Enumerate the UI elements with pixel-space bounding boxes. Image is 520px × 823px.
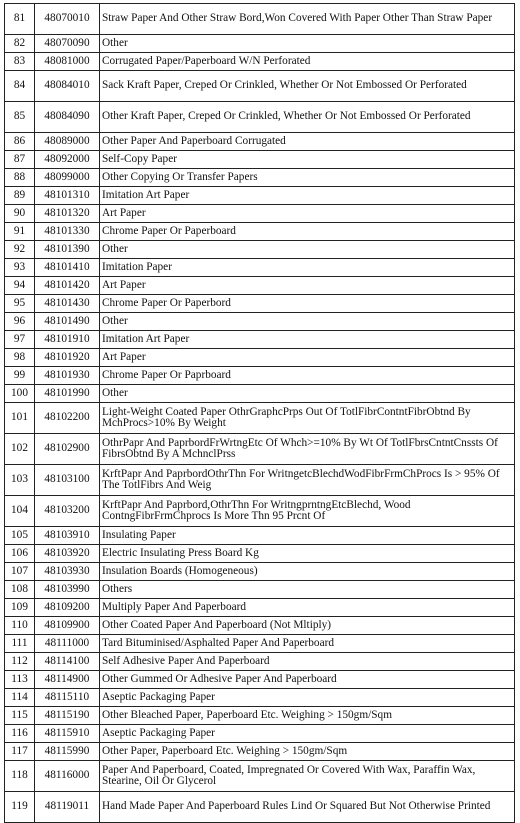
- description-cell: Other Copying Or Transfer Papers: [100, 169, 515, 187]
- table-row: [5, 385, 515, 403]
- hs-code-cell: 48115990: [35, 743, 100, 761]
- table-row: [5, 761, 515, 792]
- table-row: [5, 671, 515, 689]
- description-cell: Art Paper: [100, 349, 515, 367]
- hs-code-cell: 48101310: [35, 187, 100, 205]
- row-number-cell: 95: [5, 295, 35, 313]
- hs-code-cell: 48119011: [35, 792, 100, 823]
- table-row: [5, 169, 515, 187]
- description-cell: Light-Weight Coated Paper OthrGraphcPrps Out Of TotlFibrContntFibrObtnd By MchProcs>10% By Weight: [100, 403, 515, 434]
- description-cell: OthrPapr And PaprbordFrWrtngEtc Of Whch>=10% By Wt Of TotlFbrsCntntCnssts Of FibrsObtnd By A MchnclPrss: [100, 434, 515, 465]
- row-number-cell: 96: [5, 313, 35, 331]
- row-number-cell: 93: [5, 259, 35, 277]
- hs-code-cell: 48103200: [35, 496, 100, 527]
- hs-code-cell: 48102200: [35, 403, 100, 434]
- row-number-cell: 114: [5, 689, 35, 707]
- row-number-cell: 107: [5, 563, 35, 581]
- tariff-table: [4, 3, 515, 823]
- table-row: [5, 187, 515, 205]
- row-number-cell: 106: [5, 545, 35, 563]
- row-number-cell: 118: [5, 761, 35, 792]
- row-number-cell: 117: [5, 743, 35, 761]
- description-cell: Art Paper: [100, 277, 515, 295]
- table-row: [5, 223, 515, 241]
- hs-code-cell: 48070010: [35, 4, 100, 35]
- row-number-cell: 119: [5, 792, 35, 823]
- description-cell: Multiply Paper And Paperboard: [100, 599, 515, 617]
- table-row: [5, 133, 515, 151]
- row-number-cell: 84: [5, 71, 35, 102]
- table-row: [5, 241, 515, 259]
- table-row: [5, 313, 515, 331]
- table-row: [5, 102, 515, 133]
- row-number-cell: 113: [5, 671, 35, 689]
- table-row: [5, 35, 515, 53]
- hs-code-cell: 48101330: [35, 223, 100, 241]
- table-row: [5, 295, 515, 313]
- hs-code-cell: 48101420: [35, 277, 100, 295]
- hs-code-cell: 48102900: [35, 434, 100, 465]
- table-row: [5, 434, 515, 465]
- hs-code-cell: 48101390: [35, 241, 100, 259]
- table-row: [5, 349, 515, 367]
- table-row: [5, 653, 515, 671]
- hs-code-cell: 48084090: [35, 102, 100, 133]
- row-number-cell: 104: [5, 496, 35, 527]
- description-cell: Others: [100, 581, 515, 599]
- row-number-cell: 89: [5, 187, 35, 205]
- hs-code-cell: 48114900: [35, 671, 100, 689]
- row-number-cell: 81: [5, 4, 35, 35]
- hs-code-cell: 48103910: [35, 527, 100, 545]
- hs-code-cell: 48103920: [35, 545, 100, 563]
- row-number-cell: 116: [5, 725, 35, 743]
- hs-code-cell: 48101490: [35, 313, 100, 331]
- table-row: [5, 205, 515, 223]
- description-cell: Other Paper, Paperboard Etc. Weighing > 150gm/Sqm: [100, 743, 515, 761]
- row-number-cell: 105: [5, 527, 35, 545]
- table-row: [5, 599, 515, 617]
- table-row: [5, 617, 515, 635]
- description-cell: KrftPapr And Paprbord,OthrThn For WritngprntngEtcBlechd, Wood ContngFibrFrmChprocs Is More Thn 95 Prcnt Of: [100, 496, 515, 527]
- row-number-cell: 100: [5, 385, 35, 403]
- hs-code-cell: 48116000: [35, 761, 100, 792]
- description-cell: Imitation Art Paper: [100, 331, 515, 349]
- hs-code-cell: 48101910: [35, 331, 100, 349]
- hs-code-cell: 48103990: [35, 581, 100, 599]
- description-cell: Insulating Paper: [100, 527, 515, 545]
- table-row: [5, 403, 515, 434]
- description-cell: Straw Paper And Other Straw Bord,Won Covered With Paper Other Than Straw Paper: [100, 4, 515, 35]
- table-row: [5, 331, 515, 349]
- description-cell: Self Adhesive Paper And Paperboard: [100, 653, 515, 671]
- table-row: [5, 465, 515, 496]
- hs-code-cell: 48115190: [35, 707, 100, 725]
- description-cell: Hand Made Paper And Paperboard Rules Lind Or Squared But Not Otherwise Printed: [100, 792, 515, 823]
- table-row: [5, 71, 515, 102]
- row-number-cell: 111: [5, 635, 35, 653]
- description-cell: Insulation Boards (Homogeneous): [100, 563, 515, 581]
- row-number-cell: 109: [5, 599, 35, 617]
- table-row: [5, 725, 515, 743]
- row-number-cell: 99: [5, 367, 35, 385]
- hs-code-cell: 48115110: [35, 689, 100, 707]
- description-cell: Other: [100, 241, 515, 259]
- description-cell: Other Paper And Paperboard Corrugated: [100, 133, 515, 151]
- table-row: [5, 707, 515, 725]
- row-number-cell: 102: [5, 434, 35, 465]
- description-cell: Paper And Paperboard, Coated, Impregnated Or Covered With Wax, Paraffin Wax, Stearine, Oil Or Glycerol: [100, 761, 515, 792]
- description-cell: Corrugated Paper/Paperboard W/N Perforated: [100, 53, 515, 71]
- row-number-cell: 82: [5, 35, 35, 53]
- description-cell: Chrome Paper Or Paprboard: [100, 367, 515, 385]
- table-row: [5, 277, 515, 295]
- description-cell: Sack Kraft Paper, Creped Or Crinkled, Whether Or Not Embossed Or Perforated: [100, 71, 515, 102]
- hs-code-cell: 48101430: [35, 295, 100, 313]
- description-cell: Aseptic Packaging Paper: [100, 689, 515, 707]
- hs-code-cell: 48081000: [35, 53, 100, 71]
- hs-code-cell: 48103930: [35, 563, 100, 581]
- row-number-cell: 94: [5, 277, 35, 295]
- tariff-table-body: [5, 4, 515, 823]
- hs-code-cell: 48109200: [35, 599, 100, 617]
- description-cell: Other: [100, 313, 515, 331]
- description-cell: Aseptic Packaging Paper: [100, 725, 515, 743]
- table-row: [5, 4, 515, 35]
- description-cell: Imitation Art Paper: [100, 187, 515, 205]
- description-cell: Other Kraft Paper, Creped Or Crinkled, Whether Or Not Embossed Or Perforated: [100, 102, 515, 133]
- hs-code-cell: 48084010: [35, 71, 100, 102]
- hs-code-cell: 48114100: [35, 653, 100, 671]
- description-cell: Art Paper: [100, 205, 515, 223]
- description-cell: Chrome Paper Or Paperbord: [100, 295, 515, 313]
- row-number-cell: 97: [5, 331, 35, 349]
- table-row: [5, 496, 515, 527]
- row-number-cell: 91: [5, 223, 35, 241]
- table-row: [5, 53, 515, 71]
- row-number-cell: 90: [5, 205, 35, 223]
- row-number-cell: 92: [5, 241, 35, 259]
- row-number-cell: 103: [5, 465, 35, 496]
- row-number-cell: 87: [5, 151, 35, 169]
- row-number-cell: 108: [5, 581, 35, 599]
- description-cell: Other Bleached Paper, Paperboard Etc. Weighing > 150gm/Sqm: [100, 707, 515, 725]
- row-number-cell: 112: [5, 653, 35, 671]
- description-cell: Imitation Paper: [100, 259, 515, 277]
- description-cell: Other Gummed Or Adhesive Paper And Paperboard: [100, 671, 515, 689]
- table-row: [5, 527, 515, 545]
- description-cell: Other: [100, 385, 515, 403]
- hs-code-cell: 48092000: [35, 151, 100, 169]
- description-cell: KrftPapr And PaprbordOthrThn For WritngetcBlechdWodFibrFrmChProcs Is > 95% Of The TotlFibrs And Weig: [100, 465, 515, 496]
- hs-code-cell: 48101930: [35, 367, 100, 385]
- row-number-cell: 115: [5, 707, 35, 725]
- description-cell: Self-Copy Paper: [100, 151, 515, 169]
- hs-code-cell: 48109900: [35, 617, 100, 635]
- table-row: [5, 367, 515, 385]
- row-number-cell: 110: [5, 617, 35, 635]
- row-number-cell: 101: [5, 403, 35, 434]
- hs-code-cell: 48101410: [35, 259, 100, 277]
- hs-code-cell: 48115910: [35, 725, 100, 743]
- table-row: [5, 635, 515, 653]
- description-cell: Electric Insulating Press Board Kg: [100, 545, 515, 563]
- description-cell: Other Coated Paper And Paperboard (Not Mltiply): [100, 617, 515, 635]
- description-cell: Chrome Paper Or Paperboard: [100, 223, 515, 241]
- table-row: [5, 259, 515, 277]
- hs-code-cell: 48070090: [35, 35, 100, 53]
- table-row: [5, 792, 515, 823]
- table-row: [5, 563, 515, 581]
- row-number-cell: 85: [5, 102, 35, 133]
- hs-code-cell: 48101920: [35, 349, 100, 367]
- hs-code-cell: 48089000: [35, 133, 100, 151]
- table-row: [5, 151, 515, 169]
- table-row: [5, 581, 515, 599]
- row-number-cell: 86: [5, 133, 35, 151]
- table-row: [5, 743, 515, 761]
- hs-code-cell: 48101990: [35, 385, 100, 403]
- row-number-cell: 98: [5, 349, 35, 367]
- row-number-cell: 83: [5, 53, 35, 71]
- table-row: [5, 545, 515, 563]
- description-cell: Tard Bituminised/Asphalted Paper And Paperboard: [100, 635, 515, 653]
- hs-code-cell: 48103100: [35, 465, 100, 496]
- hs-code-cell: 48101320: [35, 205, 100, 223]
- hs-code-cell: 48111000: [35, 635, 100, 653]
- row-number-cell: 88: [5, 169, 35, 187]
- table-row: [5, 689, 515, 707]
- description-cell: Other: [100, 35, 515, 53]
- hs-code-cell: 48099000: [35, 169, 100, 187]
